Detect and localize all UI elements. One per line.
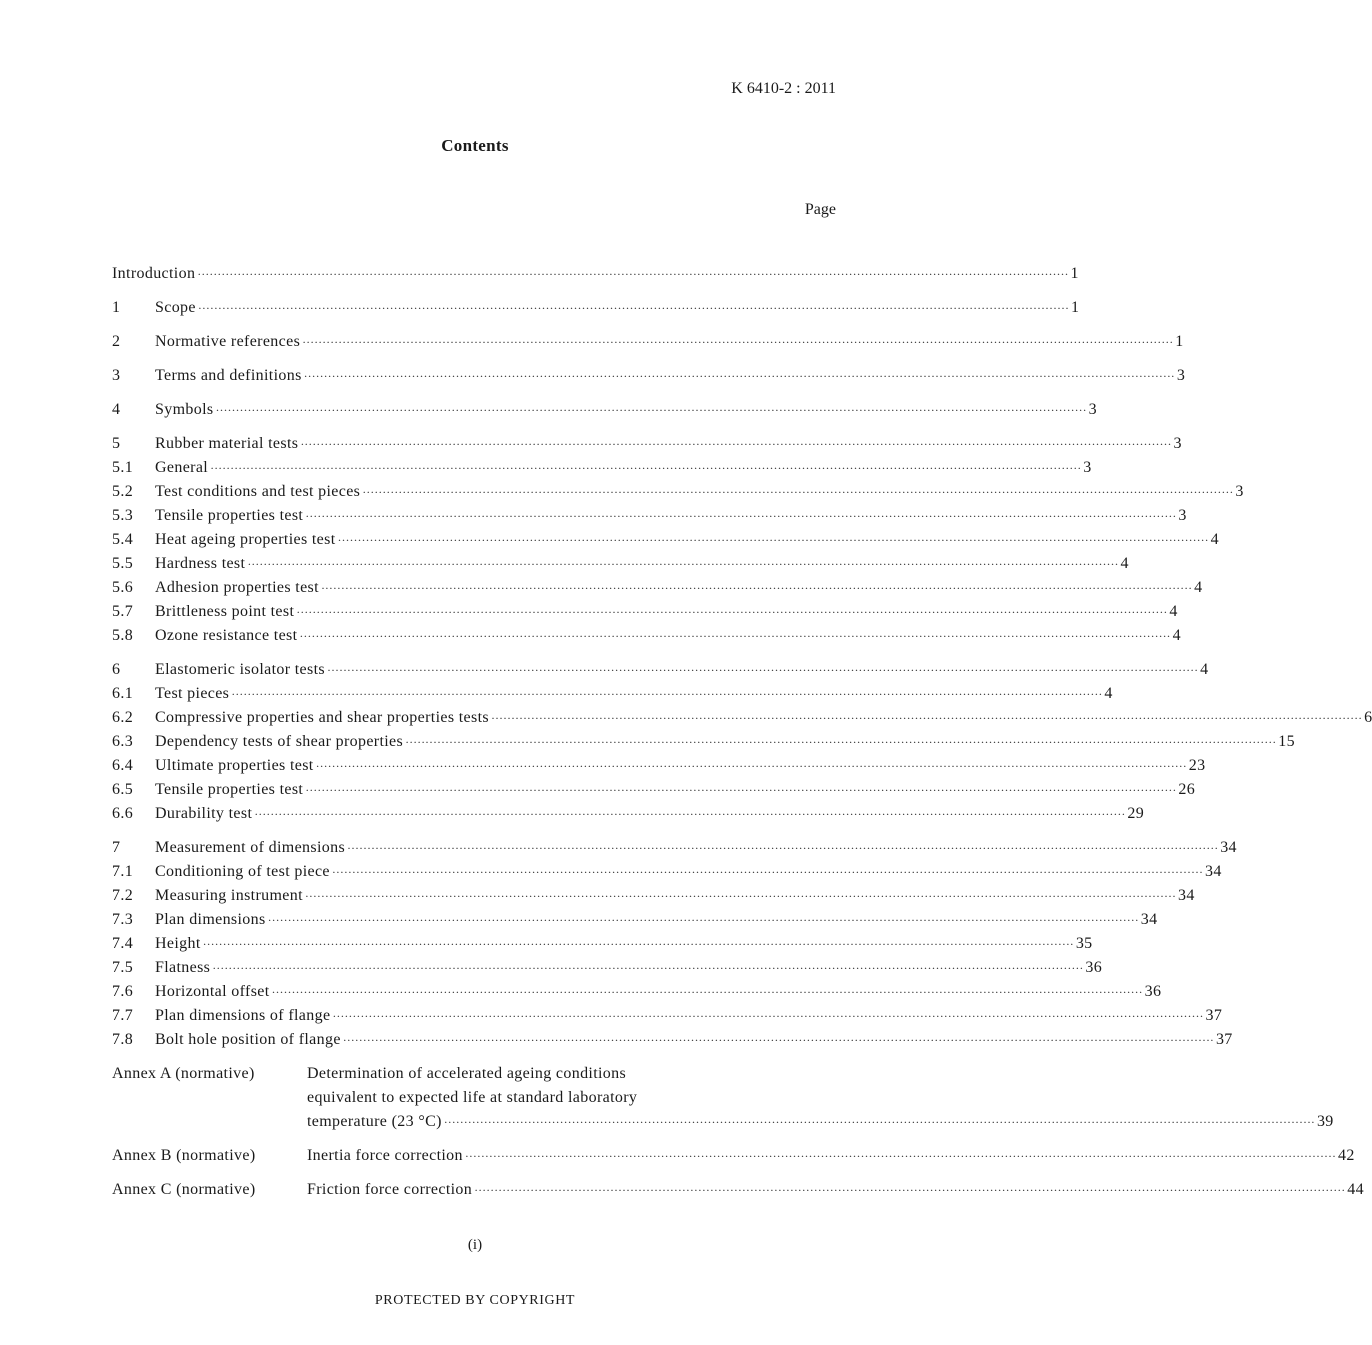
toc-entry-title: Introduction [112,265,196,282]
toc-entry-title: Ozone resistance test [155,627,298,644]
footer-page-number: (i) [467,1237,483,1253]
toc-entry-page: 1 [1070,265,1079,282]
toc-entry[interactable] [112,262,1079,286]
dot-leader [338,528,1209,552]
toc-entry-number: 7.5 [112,959,134,976]
toc-entry-page: 26 [1178,781,1196,798]
dot-leader [268,908,1139,932]
toc-entry-number: 5.8 [112,627,134,644]
dot-leader [305,884,1176,908]
annex-page: 39 [1316,1113,1334,1130]
toc-entry[interactable] [112,658,1209,682]
copyright-notice: PROTECTED BY COPYRIGHT [374,1293,576,1308]
toc-entry-title: Terms and definitions [155,367,302,384]
toc-entry-number: 5.3 [112,507,134,524]
dot-leader [347,836,1218,860]
toc-entry-number: 1 [112,299,121,316]
toc-entry-title: Tensile properties test [155,507,304,524]
toc-entry-title: Scope [155,299,196,316]
toc-entry-number: 6.6 [112,805,134,822]
toc-entry-number: 5.2 [112,483,134,500]
toc-entry-page: 3 [1178,507,1187,524]
dot-leader [212,956,1083,980]
annex-label: Annex C (normative) [112,1181,256,1198]
toc-entry[interactable] [112,624,1181,648]
toc-entry-number: 6.5 [112,781,134,798]
toc-entry[interactable] [112,1028,1233,1052]
document-code: K 6410-2 : 2011 [731,80,836,97]
toc-entry-number: 7.6 [112,983,134,1000]
toc-entry-title: Adhesion properties test [155,579,319,596]
toc-entry-page: 4 [1120,555,1129,572]
toc-entry[interactable] [112,456,1092,480]
dot-leader [474,1178,1345,1202]
toc-entry-number: 2 [112,333,121,350]
toc-entry[interactable] [112,730,1295,754]
toc-entry[interactable] [112,956,1103,980]
toc-entry-number: 5.5 [112,555,134,572]
toc-entry-number: 7.7 [112,1007,134,1024]
annex-title-line: temperature (23 °C) [307,1113,442,1130]
toc-entry-number: 5.7 [112,603,134,620]
dot-leader [302,330,1173,354]
toc-entry-title: Plan dimensions [155,911,266,928]
toc-entry-title: Test pieces [155,685,230,702]
toc-entry-page: 15 [1278,733,1295,750]
page-title: Contents [441,136,509,155]
toc-entry-number: 7.8 [112,1031,134,1048]
toc-entry-title: Rubber material tests [155,435,299,452]
toc-entry-title: Compressive properties and shear properties tests [155,709,489,726]
toc-entry-title: General [155,459,209,476]
toc-entry[interactable] [112,576,1203,600]
toc-entry-title: Test conditions and test pieces [155,483,361,500]
toc-entry-title: Symbols [155,401,214,418]
toc-entry-title: Elastomeric isolator tests [155,661,325,678]
dot-leader [300,432,1171,456]
dot-leader [247,552,1118,576]
annex-title-line: Friction force correction [307,1181,473,1198]
dot-leader [296,600,1167,624]
dot-leader [405,730,1276,754]
toc-entry-title: Normative references [155,333,301,350]
toc-entry[interactable] [112,706,1372,730]
toc-entry[interactable] [112,480,1244,504]
toc-entry-page: 3 [1088,401,1097,418]
dot-leader [299,624,1170,648]
toc-entry[interactable] [112,552,1129,576]
toc-entry-number: 6.1 [112,685,134,702]
toc-entry[interactable] [112,932,1093,956]
toc-entry[interactable] [112,980,1162,1004]
toc-entry[interactable] [112,364,1186,388]
toc-entry-page: 6 [1364,709,1372,726]
toc-entry-number: 7.3 [112,911,134,928]
toc-entry[interactable] [112,432,1182,456]
toc-entry-title: Height [155,935,201,952]
annex-label: Annex B (normative) [112,1147,256,1164]
dot-leader [210,456,1081,480]
toc-entry-page: 36 [1085,959,1103,976]
toc-entry-page: 23 [1188,757,1206,774]
toc-entry[interactable] [112,528,1220,552]
annex-page: 42 [1338,1147,1355,1164]
dot-leader [332,1004,1203,1028]
toc-entry-number: 7 [112,839,121,856]
dot-leader [203,932,1074,956]
toc-entry[interactable] [112,754,1206,778]
dot-leader [254,802,1125,826]
toc-entry-title: Tensile properties test [155,781,304,798]
toc-entry-page: 3 [1176,367,1186,384]
toc-entry-number: 5.1 [112,459,134,476]
toc-entry[interactable] [112,296,1080,320]
toc-entry-page: 29 [1127,805,1145,822]
toc-entry-page: 35 [1075,935,1093,952]
toc-entry-number: 3 [112,367,121,384]
dot-leader [316,754,1187,778]
annex-title-line: Determination of accelerated ageing conditions [307,1065,627,1082]
toc-entry-page: 34 [1220,839,1237,856]
toc-entry-number: 7.1 [112,863,134,880]
toc-entry-page: 3 [1173,435,1182,452]
toc-entry-page: 36 [1144,983,1162,1000]
toc-entry-title: Heat ageing properties test [155,531,336,548]
dot-leader [215,398,1086,422]
toc-entry-number: 4 [112,401,121,418]
toc-entry-number: 5.6 [112,579,134,596]
toc-annex-entry[interactable] [112,1178,1364,1202]
dot-leader [327,658,1198,682]
toc-entry[interactable] [112,860,1222,884]
dot-leader [465,1144,1336,1168]
toc-entry-number: 6.2 [112,709,134,726]
toc-entry-title: Conditioning of test piece [155,863,330,880]
dot-leader [444,1110,1315,1134]
dot-leader [491,706,1362,730]
toc-annex-entry[interactable] [112,1062,1334,1134]
toc-entry-title: Flatness [155,959,211,976]
toc-entry[interactable] [112,600,1178,624]
toc-entry-title: Durability test [155,805,253,822]
toc-entry-number: 6.3 [112,733,134,750]
toc-annex-entry[interactable] [112,1144,1355,1168]
toc-entry-page: 37 [1205,1007,1223,1024]
toc-entry-number: 6 [112,661,121,678]
dot-leader [305,778,1176,802]
toc-entry-number: 6.4 [112,757,134,774]
toc-entry[interactable] [112,778,1196,802]
toc-entry-title: Measurement of dimensions [155,839,346,856]
toc-entry[interactable] [112,884,1195,908]
toc-entry[interactable] [112,398,1097,422]
toc-entry-title: Ultimate properties test [155,757,314,774]
toc-entry-page: 4 [1210,531,1220,548]
dot-leader [362,480,1233,504]
toc-entry-title: Plan dimensions of flange [155,1007,331,1024]
dot-leader [305,504,1176,528]
dot-leader [197,262,1068,286]
toc-entry-page: 34 [1140,911,1158,928]
dot-leader [343,1028,1214,1052]
toc-entry-title: Measuring instrument [155,887,303,904]
dot-leader [332,860,1203,884]
toc-entry-title: Dependency tests of shear properties [155,733,404,750]
toc-entry-page: 37 [1215,1031,1233,1048]
table-of-contents [112,262,1372,1202]
toc-entry[interactable] [112,836,1237,860]
annex-page: 44 [1347,1181,1364,1198]
toc-entry-number: 7.2 [112,887,134,904]
toc-entry-title: Horizontal offset [155,983,270,1000]
toc-entry-title: Bolt hole position of flange [155,1031,341,1048]
toc-entry-page: 4 [1169,603,1178,620]
toc-entry[interactable] [112,330,1184,354]
toc-entry-page: 34 [1178,887,1195,904]
toc-entry-title: Hardness test [155,555,246,572]
toc-entry[interactable] [112,908,1158,932]
dot-leader [272,980,1143,1004]
toc-entry-page: 4 [1172,627,1181,644]
toc-entry[interactable] [112,802,1145,826]
page-column-label: Page [804,201,836,218]
toc-entry-page: 34 [1205,863,1222,880]
dot-leader [304,364,1175,388]
toc-entry-page: 4 [1104,685,1113,702]
dot-leader [198,296,1069,320]
toc-entry[interactable] [112,682,1113,706]
toc-entry-page: 1 [1071,299,1080,316]
toc-entry[interactable] [112,1004,1223,1028]
toc-entry-page: 4 [1194,579,1203,596]
toc-entry-page: 1 [1175,333,1184,350]
toc-entry[interactable] [112,504,1187,528]
toc-entry-title: Brittleness point test [155,603,295,620]
toc-entry-number: 7.4 [112,935,134,952]
dot-leader [321,576,1192,600]
annex-label: Annex A (normative) [112,1065,255,1082]
toc-entry-number: 5.4 [112,531,134,548]
toc-entry-page: 3 [1083,459,1092,476]
dot-leader [231,682,1102,706]
annex-title-line: Inertia force correction [307,1147,463,1164]
toc-entry-page: 4 [1200,661,1209,678]
toc-entry-page: 3 [1235,483,1244,500]
toc-entry-number: 5 [112,435,121,452]
annex-title-line: equivalent to expected life at standard laboratory [307,1089,638,1106]
